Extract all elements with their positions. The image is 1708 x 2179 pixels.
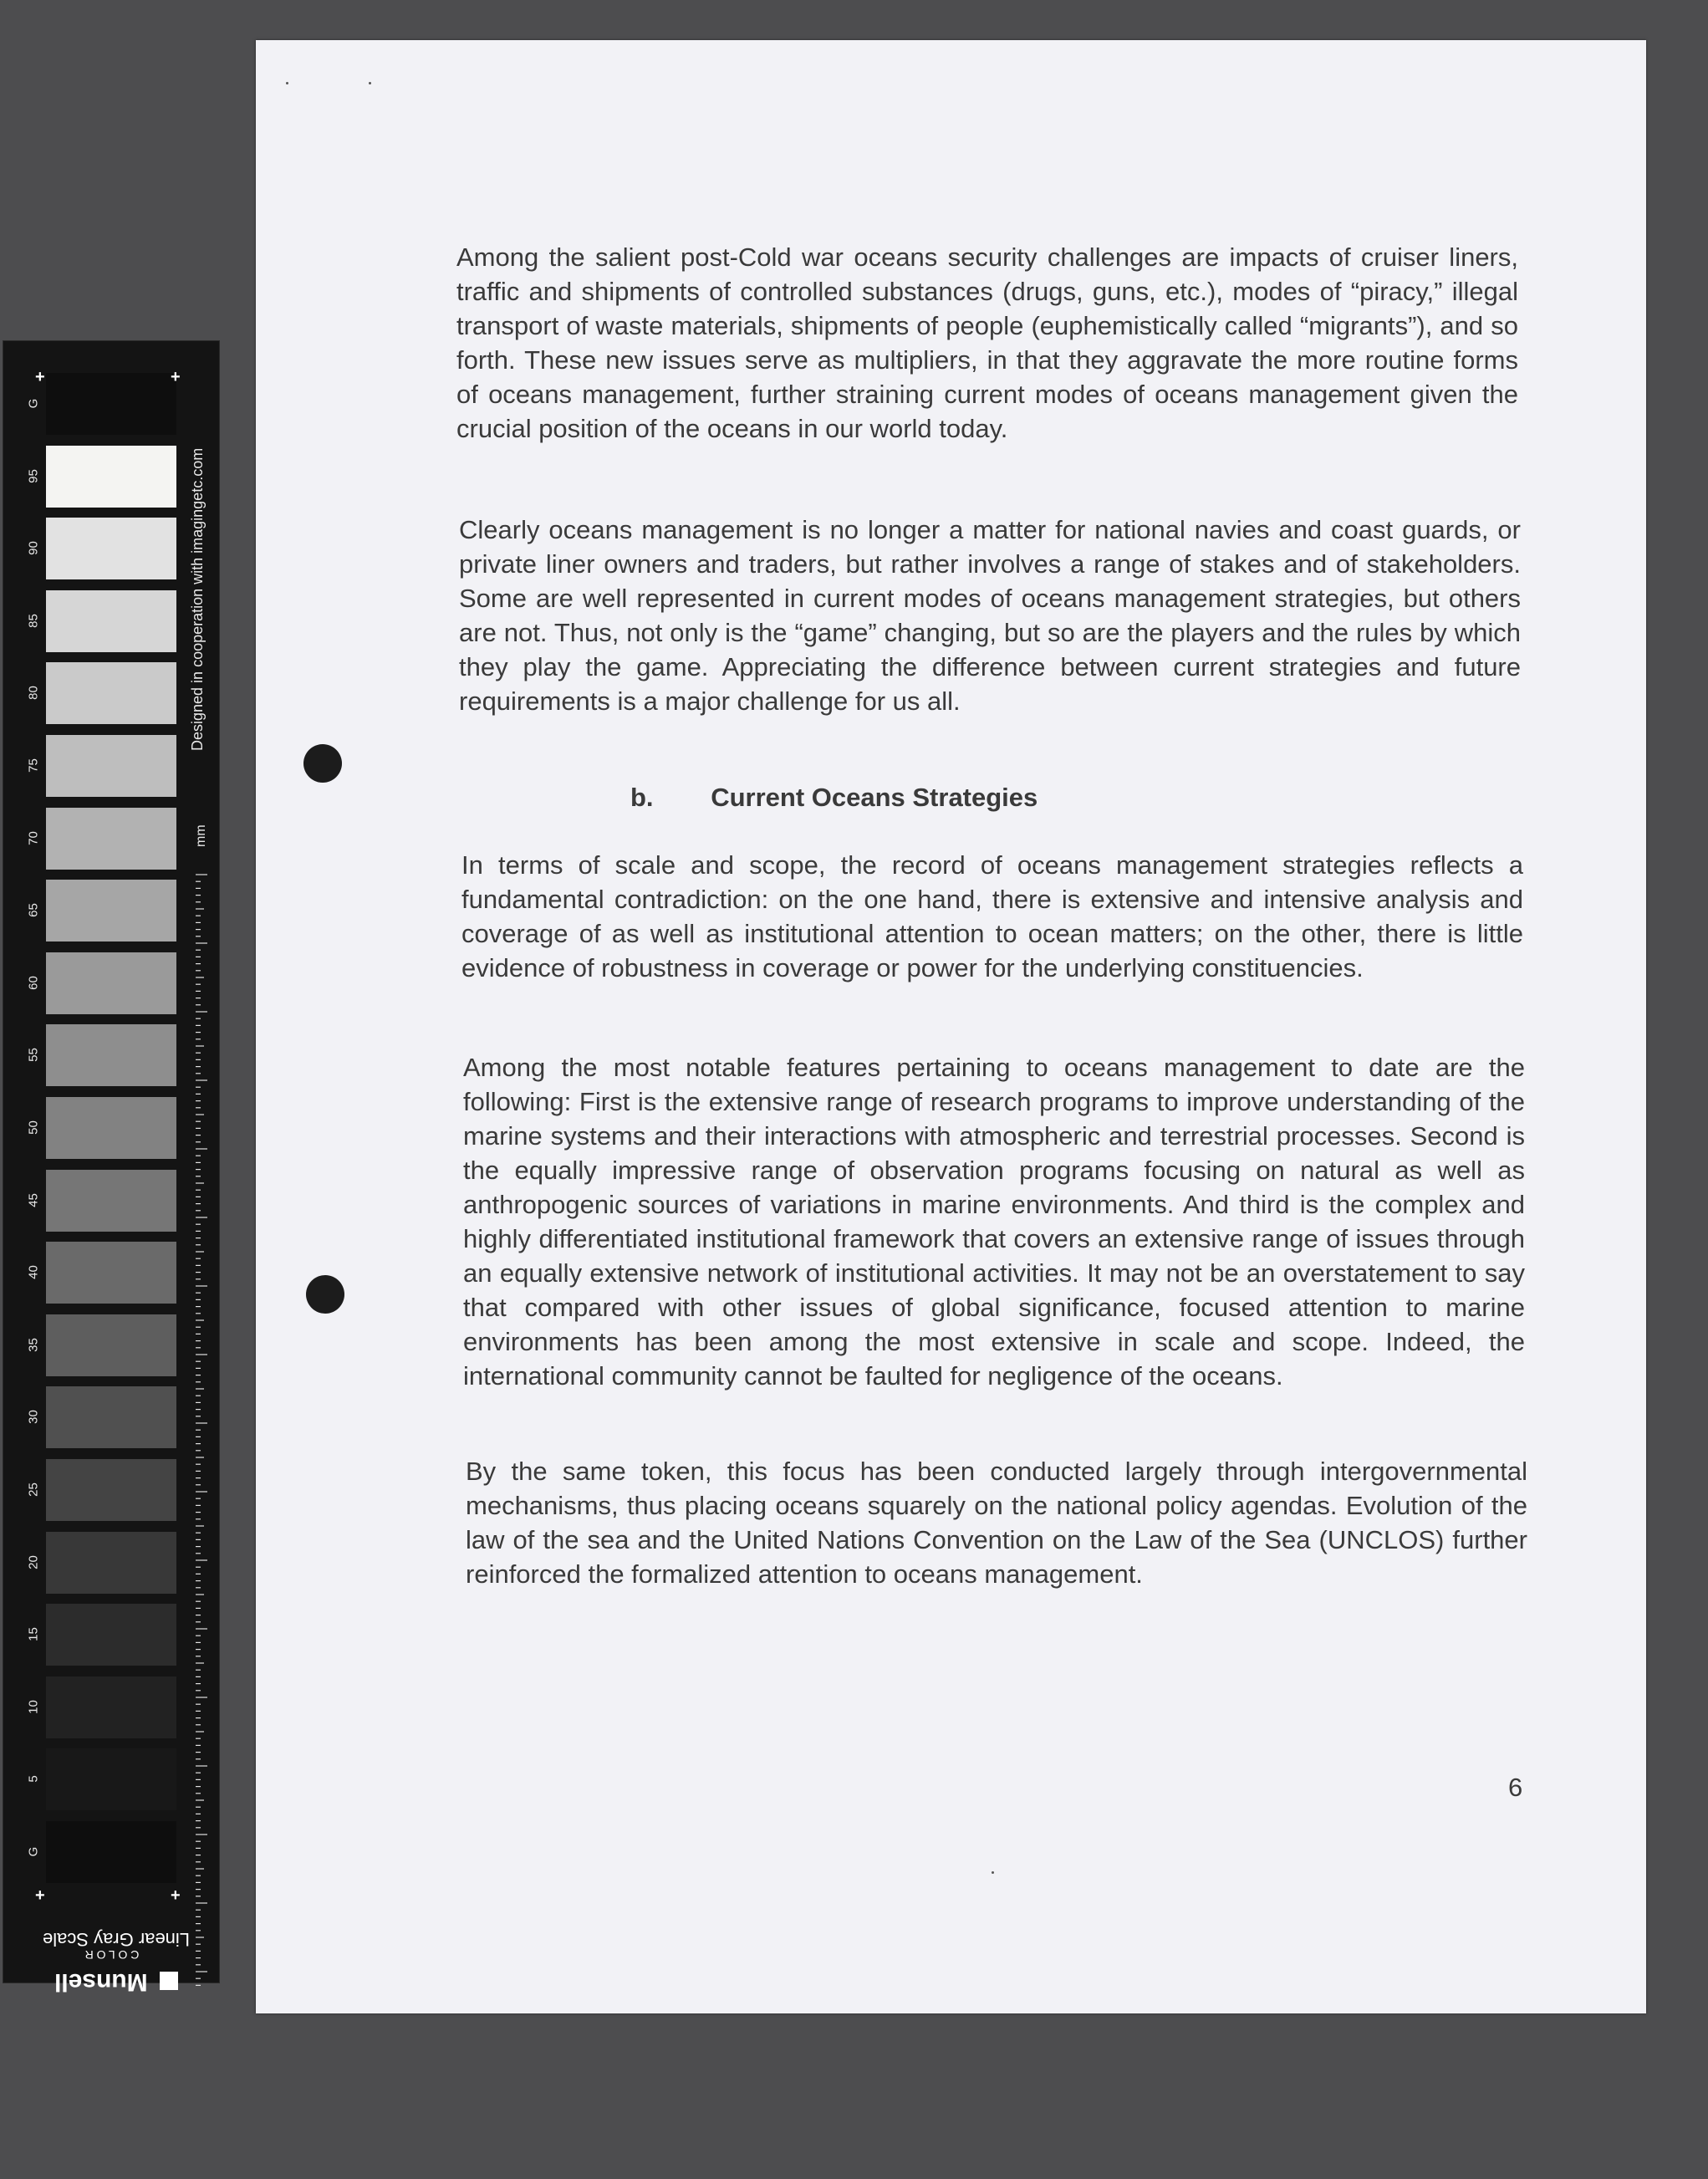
gray-level-label: G [26, 398, 41, 409]
gray-patch [46, 1242, 176, 1304]
gray-patch [46, 1386, 176, 1448]
gray-patch [46, 590, 176, 652]
section-title: Current Oceans Strategies [711, 783, 1038, 812]
gray-patch [46, 1532, 176, 1594]
munsell-brand-sub: C O L O R [84, 1948, 140, 1962]
gray-patch [46, 1314, 176, 1376]
plus-mark-top-left: + [35, 368, 45, 386]
plus-mark-bottom-right: + [171, 1886, 181, 1905]
gray-level-label: 50 [26, 1120, 41, 1135]
paragraph-2: Clearly oceans management is no longer a matter for national navies and coast guards, or private liner owners and traders, but rather involves a range of stakes and of stakeholders. Some are well represented in current modes of oceans management strategies, but others are not. Thus, not only is the “game” changing, but so are the players and the rules by which they play the game. Appreciating the difference between current strategies and future requirements is a major challenge for us all. [459, 515, 1521, 716]
paragraph-4: Among the most notable features pertaining to oceans management to date are the following: First is the extensive range of research programs to improve understanding of the marine systems and their interactions with atmospheric and terrestrial processes. Second is the equally impressive range of observation programs focusing on natural as well as anthropogenic sources of variations in marine environments. And third is the complex and highly differentiated institutional framework that covers an extensive range of issues through an equally extensive network of institutional activities. It may not be an overstatement to say that compared with other issues of global significance, focused attention to marine environments has been among the most extensive in scale and scope. Indeed, the international community cannot be faulted for negligence of the oceans. [463, 1053, 1525, 1391]
gray-patch [46, 1676, 176, 1738]
gray-level-label: 25 [26, 1482, 41, 1497]
gray-patch [46, 1459, 176, 1521]
gray-level-label: 90 [26, 541, 41, 556]
gray-level-label: 5 [26, 1775, 41, 1784]
linear-gray-scale-label: Linear Gray Scale [42, 1929, 191, 1950]
gray-level-label: 30 [26, 1410, 41, 1425]
paper-speck [286, 82, 288, 84]
punch-hole-top [303, 744, 342, 783]
designed-in-cooperation-text: Designed in cooperation with imagingetc.com [189, 447, 206, 751]
mm-ruler [194, 841, 212, 2179]
gray-level-label: 45 [26, 1192, 41, 1207]
gray-level-label: G [26, 1846, 41, 1857]
gray-level-label: 80 [26, 686, 41, 701]
plus-mark-bottom-left: + [35, 1886, 45, 1905]
gray-level-label: 65 [26, 903, 41, 918]
gray-scale-card [3, 340, 220, 1996]
gray-patch [46, 808, 176, 870]
gray-patch [46, 735, 176, 797]
plus-mark-top-right: + [171, 368, 181, 386]
paper-speck [992, 1871, 994, 1874]
munsell-logo-icon [160, 1972, 178, 1990]
gray-level-label: 75 [26, 758, 41, 773]
gray-patch [46, 1748, 176, 1810]
gray-patch [46, 373, 176, 435]
gray-patch [46, 446, 176, 508]
gray-level-label: 60 [26, 975, 41, 990]
gray-patch [46, 518, 176, 579]
punch-hole-bottom [306, 1275, 344, 1314]
gray-level-label: 40 [26, 1265, 41, 1280]
paper-speck [369, 82, 371, 84]
gray-level-label: 85 [26, 613, 41, 628]
munsell-brand [37, 1967, 196, 1996]
paragraph-5: By the same token, this focus has been conducted largely through intergovernmental mechanisms, thus placing oceans squarely on the national policy agendas. Evolution of the law of the sea and the United Nations Convention on the Law of the Sea (UNCLOS) further reinforced the formalized attention to oceans management. [466, 1457, 1527, 1589]
gray-patch [46, 1821, 176, 1883]
gray-patch [46, 1170, 176, 1232]
gray-level-label: 20 [26, 1554, 41, 1569]
gray-patch [46, 1097, 176, 1159]
gray-patch [46, 1024, 176, 1086]
gray-patch [46, 662, 176, 724]
gray-level-label: 15 [26, 1627, 41, 1642]
section-heading [630, 783, 1038, 813]
document-page [256, 40, 1646, 2013]
paragraph-1: Among the salient post-Cold war oceans security challenges are impacts of cruiser liners, traffic and shipments of controlled substances (drugs, guns, etc.), modes of “piracy,” illegal transport of waste materials, shipments of people (euphemistically called “migrants”), and so forth. These new issues serve as multipliers, in that they aggravate the more routine forms of oceans management, further straining current modes of oceans management given the crucial position of the oceans in our world today. [456, 242, 1518, 443]
gray-level-label: 95 [26, 468, 41, 483]
gray-patch [46, 1604, 176, 1666]
section-letter: b. [630, 783, 654, 812]
gray-level-label: 55 [26, 1048, 41, 1063]
mm-label: mm [194, 824, 208, 847]
paragraph-3: In terms of scale and scope, the record of oceans management strategies reflects a fundamental contradiction: on the one hand, there is extensive and intensive analysis and coverage of as well as institutional attention to ocean matters; on the other, there is little evidence of robustness in coverage or power for the underlying constituencies. [461, 850, 1523, 982]
gray-level-label: 35 [26, 1337, 41, 1352]
munsell-brand-name: Munsell [54, 1968, 148, 1996]
gray-level-label: 70 [26, 830, 41, 845]
gray-level-label: 10 [26, 1699, 41, 1714]
gray-patch [46, 880, 176, 942]
page-number: 6 [1508, 1773, 1523, 1802]
gray-patch [46, 952, 176, 1014]
